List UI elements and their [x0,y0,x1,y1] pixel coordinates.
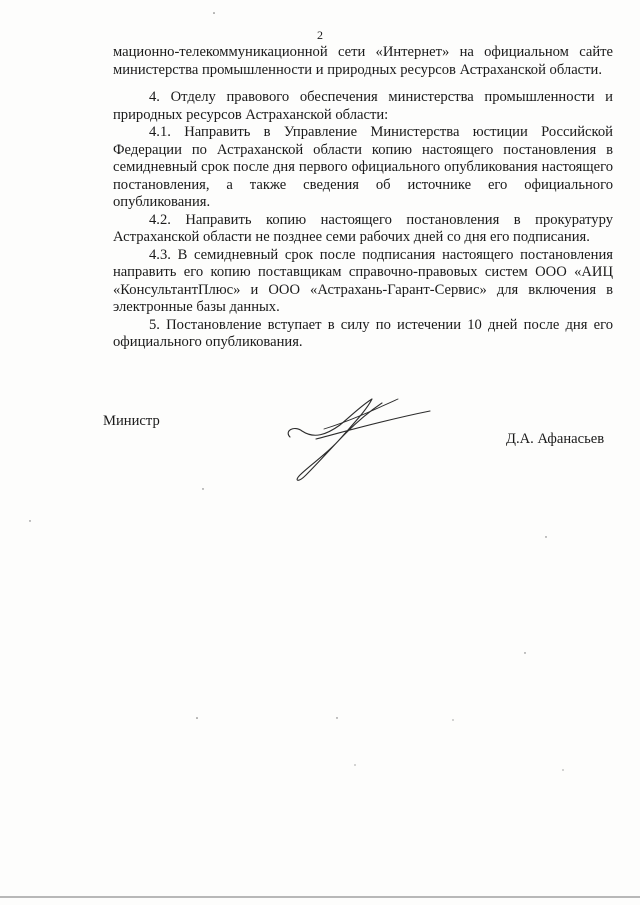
scan-edge [0,896,640,898]
signature-block [0,395,640,495]
signer-title: Министр [103,413,160,429]
paragraph-5-effective-date: 5. Постановление вступает в силу по истечении 10 дней после дня его официального опубликования. [113,316,613,350]
paragraph-4-1: 4.1. Направить в Управление Министерства юстиции Российской Федерации по Астраханской области копию настоящего постановления в семидневный срок после дня первого официального опубликования настоящего постановления, а также сведения об источнике его официального опубликования. [113,124,613,210]
page-number: 2 [317,28,323,42]
paragraph-legal-department: 4. Отделу правового обеспечения министерства промышленности и природных ресурсов Астраханской области: [113,89,613,123]
handwritten-signature-icon [280,395,445,485]
document-body [113,44,613,352]
paragraph-4-3: 4.3. В семидневный срок после подписания настоящего постановления направить его копию поставщикам справочно-правовых систем ООО «АИЦ «КонсультантПлюс» и ООО «Астрахань-Гарант-Сервис» для включения в электронные базы данных. [113,246,613,315]
signer-name: Д.А. Афанасьев [506,431,605,447]
paragraph-4-2: 4.2. Направить копию настоящего постановления в прокуратуру Астраханской области не позднее семи рабочих дней со дня его подписания. [113,211,613,245]
paragraph-website-publication: мационно-телекоммуникационной сети «Интернет» на официальном сайте министерства промышленности и природных ресурсов Астраханской области. [113,44,613,78]
